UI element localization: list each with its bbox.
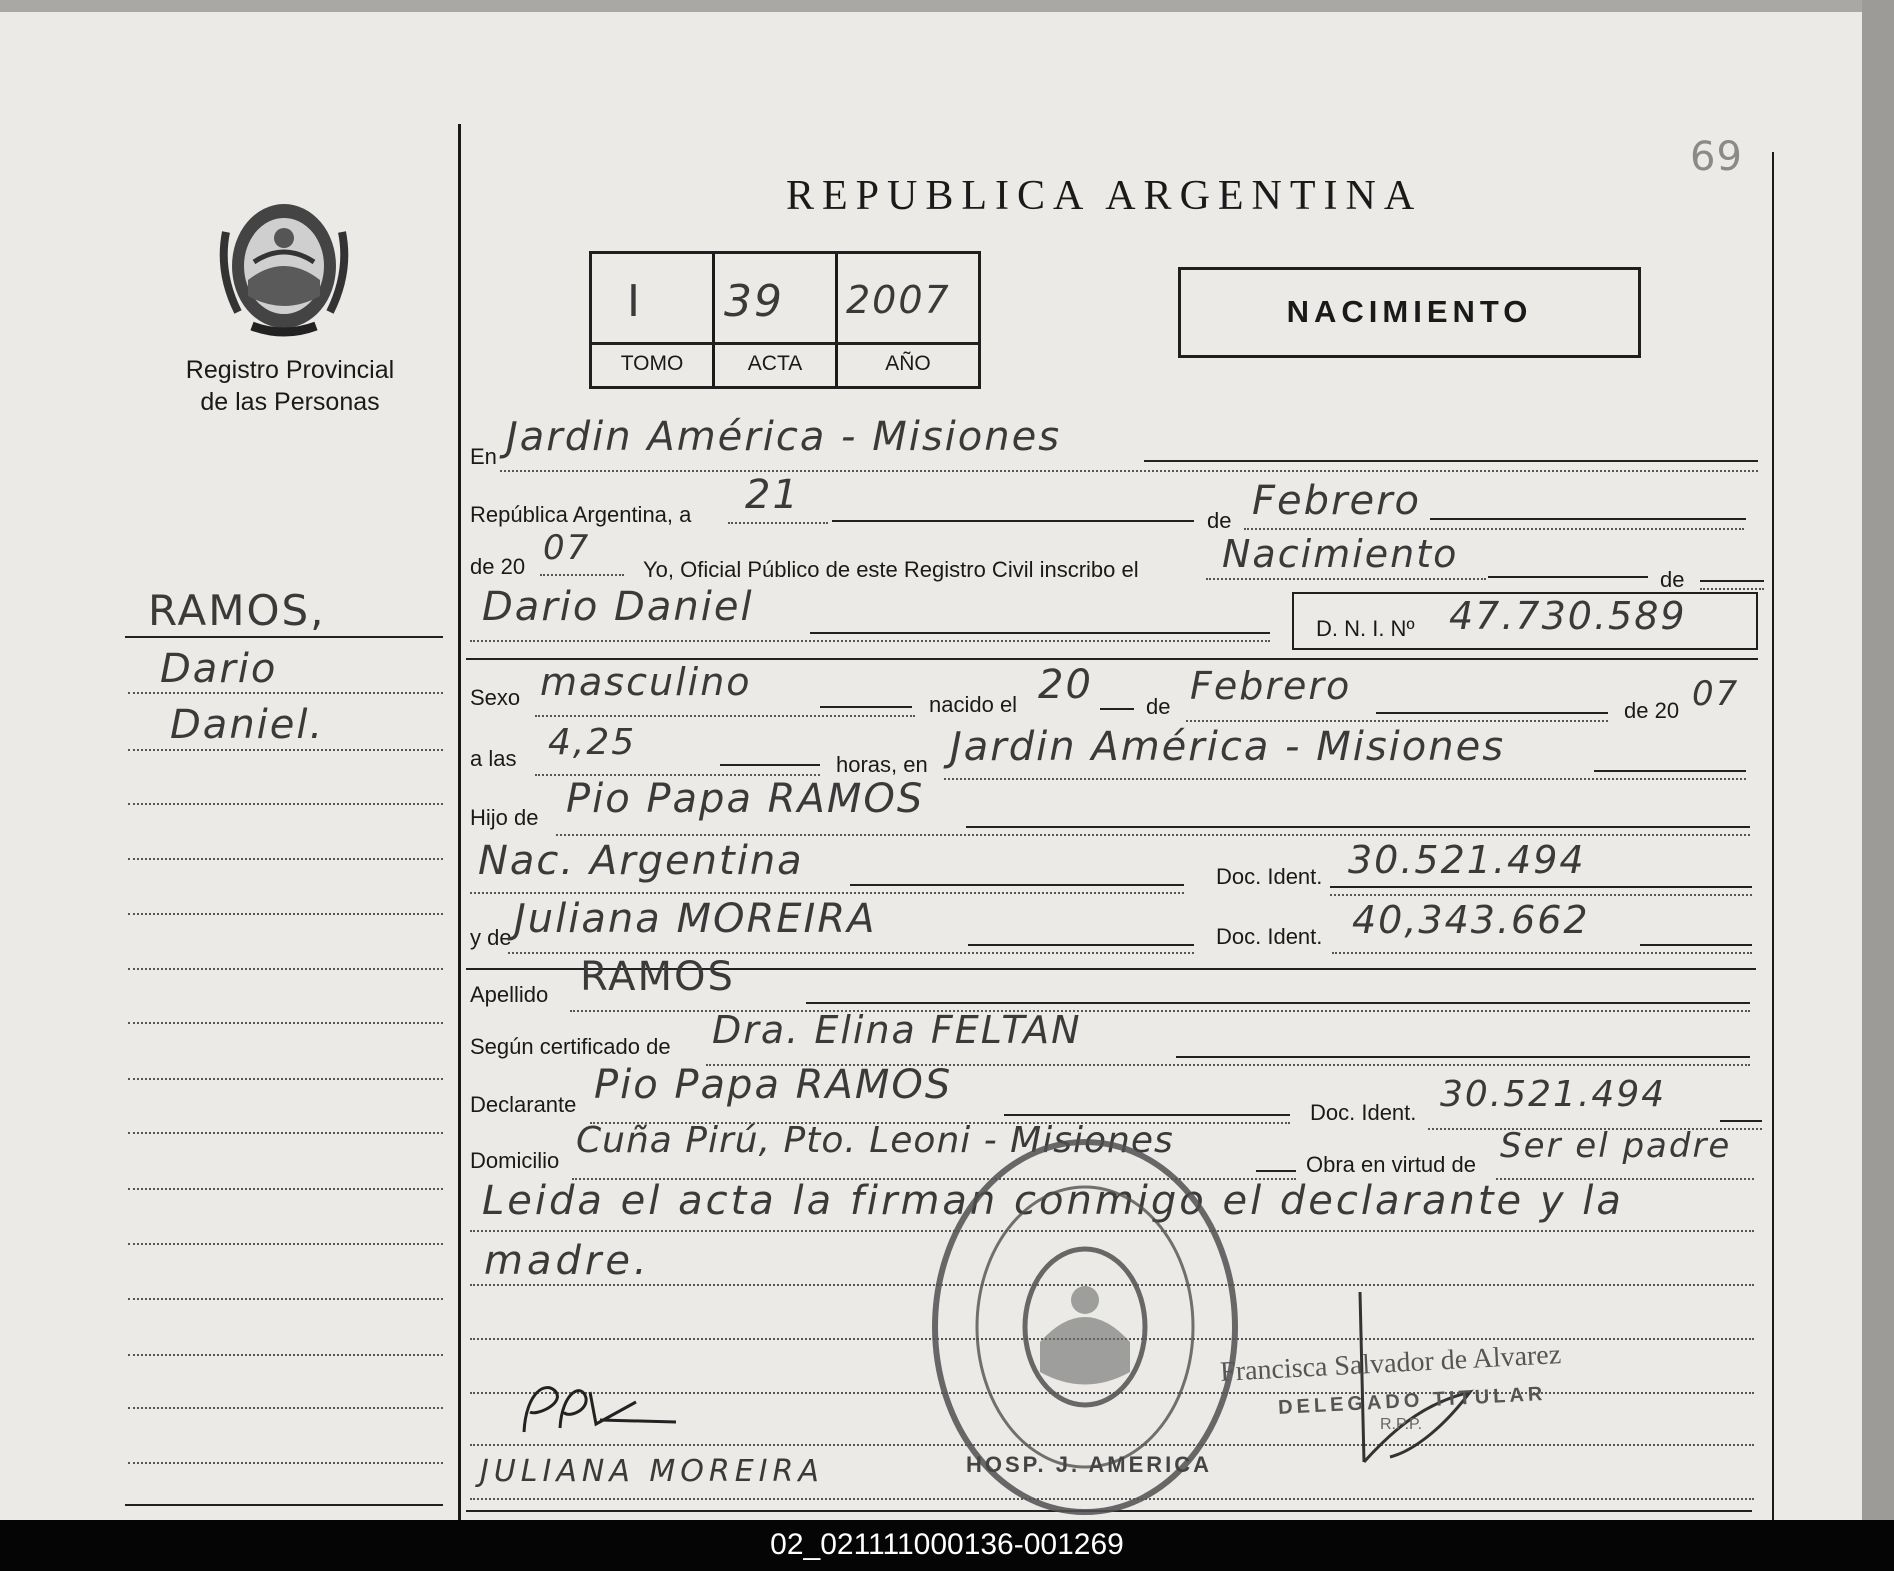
obra-label: Obra en virtud de: [1306, 1152, 1476, 1177]
margin-rule: [458, 124, 461, 1532]
padre-value: Pio Papa RAMOS: [566, 776, 925, 822]
mes-value: Febrero: [1252, 478, 1421, 524]
republica-label: República Argentina, a: [470, 502, 692, 527]
hijo-label: Hijo de: [470, 805, 539, 830]
record-type: NACIMIENTO: [1286, 294, 1533, 329]
scan-top-edge: [0, 0, 1894, 12]
oficial-label: Yo, Oficial Público de este Registro Civil inscribo el: [643, 557, 1139, 582]
dni-label: D. N. I. Nº: [1316, 616, 1415, 641]
declarante-signature: [516, 1372, 686, 1442]
madre-value: Juliana MOREIRA: [514, 896, 877, 942]
apellido-label: Apellido: [470, 982, 549, 1007]
sexo-label: Sexo: [470, 685, 521, 710]
padre-nac-value: Nac. Argentina: [478, 838, 804, 884]
doc-label-declarante: Doc. Ident.: [1310, 1100, 1417, 1125]
record-type-box: [1178, 267, 1641, 358]
hora-value: 4,25: [548, 722, 637, 763]
de20-label-1: de 20: [470, 554, 526, 579]
right-rule: [1772, 152, 1774, 1532]
doc-label-padre: Doc. Ident.: [1216, 864, 1323, 889]
horas-label: horas, en: [836, 752, 928, 777]
segun-label: Según certificado de: [470, 1034, 671, 1059]
padre-doc: 30.521.494: [1348, 838, 1586, 882]
registry-line2: de las Personas: [200, 388, 380, 416]
provincial-emblem-icon: [218, 192, 350, 340]
country-title: REPUBLICA ARGENTINA: [786, 173, 1423, 219]
tomo-value: I: [627, 276, 642, 327]
inscribo-value: Nacimiento: [1222, 532, 1459, 576]
obra-value: Ser el padre: [1500, 1126, 1732, 1166]
alas-label: a las: [470, 746, 517, 771]
scan-id-bar: [0, 1520, 1894, 1571]
domicilio-label: Domicilio: [470, 1148, 560, 1173]
nacido-dia: 20: [1038, 662, 1093, 708]
nota-line2: madre.: [484, 1238, 651, 1284]
certificate-page: [0, 12, 1862, 1520]
anio-2d-value: 07: [543, 528, 591, 568]
nombre-value: Dario Daniel: [482, 584, 754, 630]
certificado-value: Dra. Elina FELTAN: [712, 1008, 1082, 1052]
nacido-label: nacido el: [929, 692, 1018, 717]
de-label-1: de: [1207, 508, 1232, 533]
stamp-bottom: HOSP. J. AMERICA: [966, 1452, 1213, 1477]
lugar-value: Jardin América - Misiones: [950, 724, 1506, 770]
dni-box: [1292, 592, 1758, 650]
doc-label-madre: Doc. Ident.: [1216, 924, 1323, 949]
declarante-doc: 30.521.494: [1440, 1074, 1667, 1115]
acta-label: ACTA: [747, 352, 803, 375]
nacido-mes: Febrero: [1190, 664, 1352, 708]
sexo-value: masculino: [540, 660, 752, 704]
official-sub: R.P.P.: [1380, 1416, 1423, 1433]
de20-label-2: de 20: [1624, 698, 1680, 723]
en-value: Jardin América - Misiones: [506, 414, 1062, 460]
registry-line1: Registro Provincial: [185, 356, 395, 384]
apellido-value: RAMOS: [580, 954, 735, 1000]
madre-signature: JULIANA MOREIRA: [480, 1454, 824, 1489]
en-label: En: [470, 444, 497, 469]
yde-label: y de: [470, 925, 512, 950]
declarante-value: Pio Papa RAMOS: [594, 1062, 953, 1108]
acta-value: 39: [724, 276, 784, 327]
anio-label: AÑO: [885, 352, 931, 375]
dni-value: 47.730.589: [1449, 594, 1687, 638]
declarante-label: Declarante: [470, 1092, 577, 1117]
de-label-3: de: [1146, 694, 1171, 719]
margin-firstname: Dario: [160, 646, 278, 692]
record-number-box: [589, 251, 981, 389]
nacido-anio: 07: [1692, 674, 1740, 714]
nota-line1: Leida el acta la firman conmigo el declarante y la: [482, 1178, 1624, 1224]
margin-surname: RAMOS,: [148, 586, 326, 635]
madre-doc: 40,343.662: [1352, 898, 1590, 942]
dia-value: 21: [745, 472, 800, 518]
margin-secondname: Daniel.: [170, 702, 325, 748]
scan-id: 02_021111000136-001269: [770, 1528, 1124, 1561]
page-number: 69: [1690, 134, 1743, 180]
official-name: Francisca Salvador de Alvarez: [1219, 1339, 1562, 1388]
de-label-2: de: [1660, 567, 1685, 592]
anio-value: 2007: [846, 278, 951, 322]
scan-right-edge: [1862, 0, 1894, 1520]
tomo-label: TOMO: [620, 352, 684, 375]
domicilio-value: Cuña Pirú, Pto. Leoni - Misiones: [576, 1120, 1174, 1161]
official-title: DELEGADO TITULAR: [1277, 1382, 1547, 1420]
